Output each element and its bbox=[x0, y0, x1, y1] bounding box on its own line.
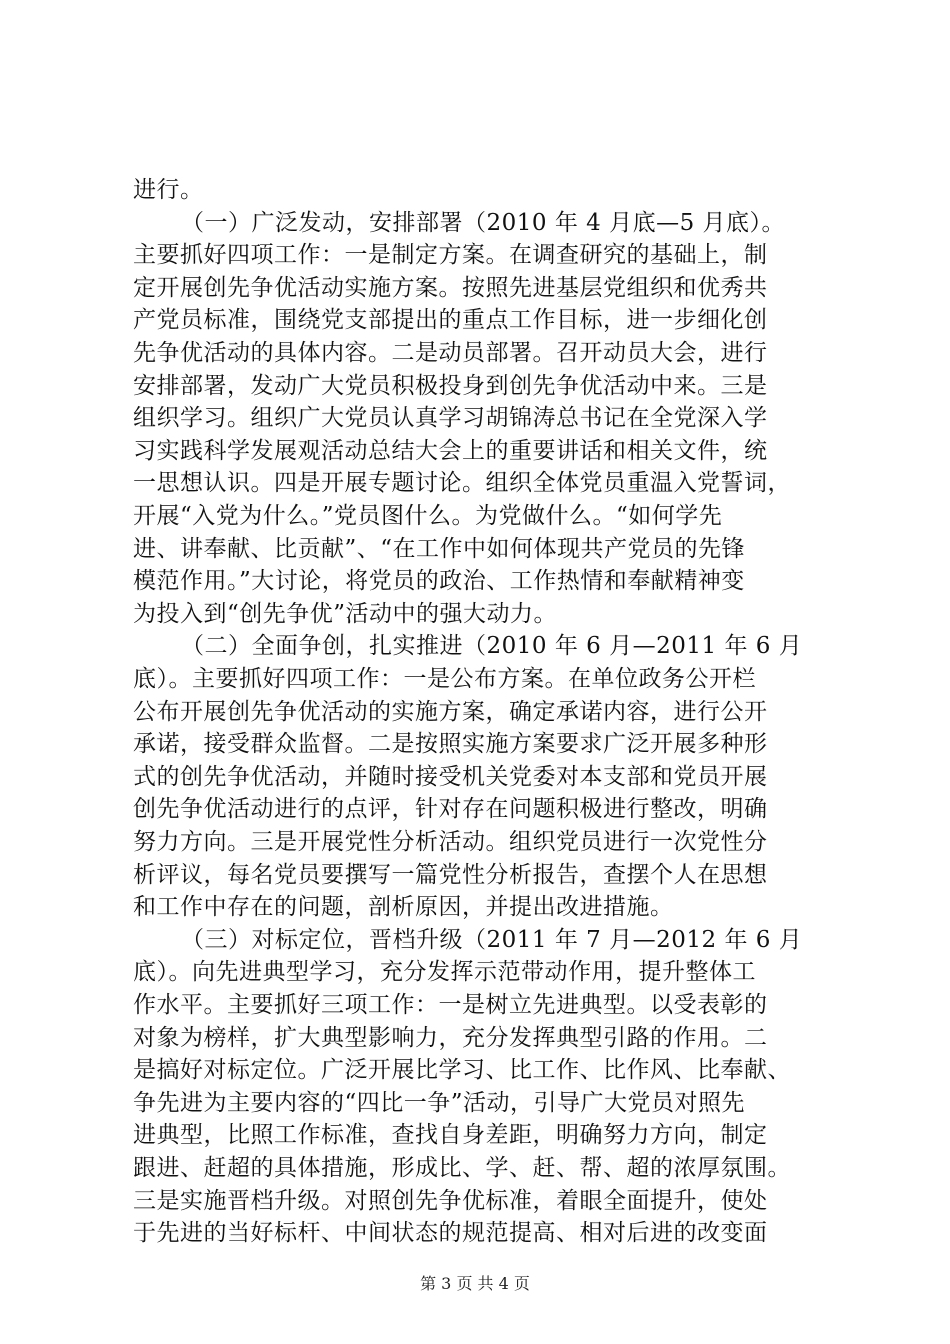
text-line: 承诺，接受群众监督。二是按照实施方案要求广泛开展多种形 bbox=[133, 731, 768, 757]
text-line: 习实践科学发展观活动总结大会上的重要讲话和相关文件，统 bbox=[133, 438, 768, 464]
text-line: 对象为榜样，扩大典型影响力，充分发挥典型引路的作用。二 bbox=[133, 1025, 768, 1051]
text-line: 创先争优活动进行的点评，针对存在问题积极进行整改，明确 bbox=[133, 796, 768, 822]
text-line: 定开展创先争优活动实施方案。按照先进基层党组织和优秀共 bbox=[133, 275, 768, 301]
text-line: 底）。向先进典型学习，充分发挥示范带动作用，提升整体工 bbox=[133, 959, 756, 985]
text-line: 产党员标准，围绕党支部提出的重点工作目标，进一步细化创 bbox=[133, 307, 768, 333]
text-line: 安排部署，发动广大党员积极投身到创先争优活动中来。三是 bbox=[133, 373, 768, 399]
text-line: 努力方向。三是开展党性分析活动。组织党员进行一次党性分 bbox=[133, 829, 768, 855]
text-line: 一思想认识。四是开展专题讨论。组织全体党员重温入党誓词， bbox=[133, 470, 791, 496]
text-line: 底）。主要抓好四项工作：一是公布方案。在单位政务公开栏 bbox=[133, 666, 756, 692]
text-line: 开展“入党为什么。”党员图什么。为党做什么。“如何学先 bbox=[133, 503, 723, 529]
section-heading-2: （二）全面争创，扎实推进（2010 年 6 月—2011 年 6 月 bbox=[181, 633, 803, 659]
text-line: 主要抓好四项工作：一是制定方案。在调查研究的基础上，制 bbox=[133, 242, 768, 268]
text-line: 是搞好对标定位。广泛开展比学习、比工作、比作风、比奉献、 bbox=[133, 1057, 791, 1083]
text-line: 析评议，每名党员要撰写一篇党性分析报告，查摆个人在思想 bbox=[133, 862, 768, 888]
text-line: 公布开展创先争优活动的实施方案，确定承诺内容，进行公开 bbox=[133, 699, 768, 725]
text-line: 先争优活动的具体内容。二是动员部署。召开动员大会，进行 bbox=[133, 340, 768, 366]
text-line: 三是实施晋档升级。对照创先争优标准，着眼全面提升，使处 bbox=[133, 1188, 768, 1214]
text-line: 作水平。主要抓好三项工作：一是树立先进典型。以受表彰的 bbox=[133, 992, 768, 1018]
text-line: 进、讲奉献、比贡献”、“在工作中如何体现共产党员的先锋 bbox=[133, 536, 746, 562]
text-line: 组织学习。组织广大党员认真学习胡锦涛总书记在全党深入学 bbox=[133, 405, 768, 431]
section-heading-3: （三）对标定位，晋档升级（2011 年 7 月—2012 年 6 月 bbox=[181, 927, 803, 953]
text-line: 跟进、赶超的具体措施，形成比、学、赶、帮、超的浓厚氛围。 bbox=[133, 1155, 791, 1181]
text-line: 和工作中存在的问题，剖析原因，并提出改进措施。 bbox=[133, 894, 674, 920]
text-line: 于先进的当好标杆、中间状态的规范提高、相对后进的改变面 bbox=[133, 1220, 768, 1246]
text-line: 式的创先争优活动，并随时接受机关党委对本支部和党员开展 bbox=[133, 764, 768, 790]
text-line: 争先进为主要内容的“四比一争”活动，引导广大党员对照先 bbox=[133, 1090, 746, 1116]
text-line: 进行。 bbox=[133, 177, 204, 203]
text-line: 为投入到“创先争优”活动中的强大动力。 bbox=[133, 601, 558, 627]
text-line: 进典型，比照工作标准，查找自身差距，明确努力方向，制定 bbox=[133, 1122, 768, 1148]
page-footer: 第 3 页 共 4 页 bbox=[420, 1274, 530, 1293]
text-line: 模范作用。”大讨论，将党员的政治、工作热情和奉献精神变 bbox=[133, 568, 745, 594]
section-heading-1: （一）广泛发动，安排部署（2010 年 4 月底—5 月底）。 bbox=[181, 210, 786, 236]
